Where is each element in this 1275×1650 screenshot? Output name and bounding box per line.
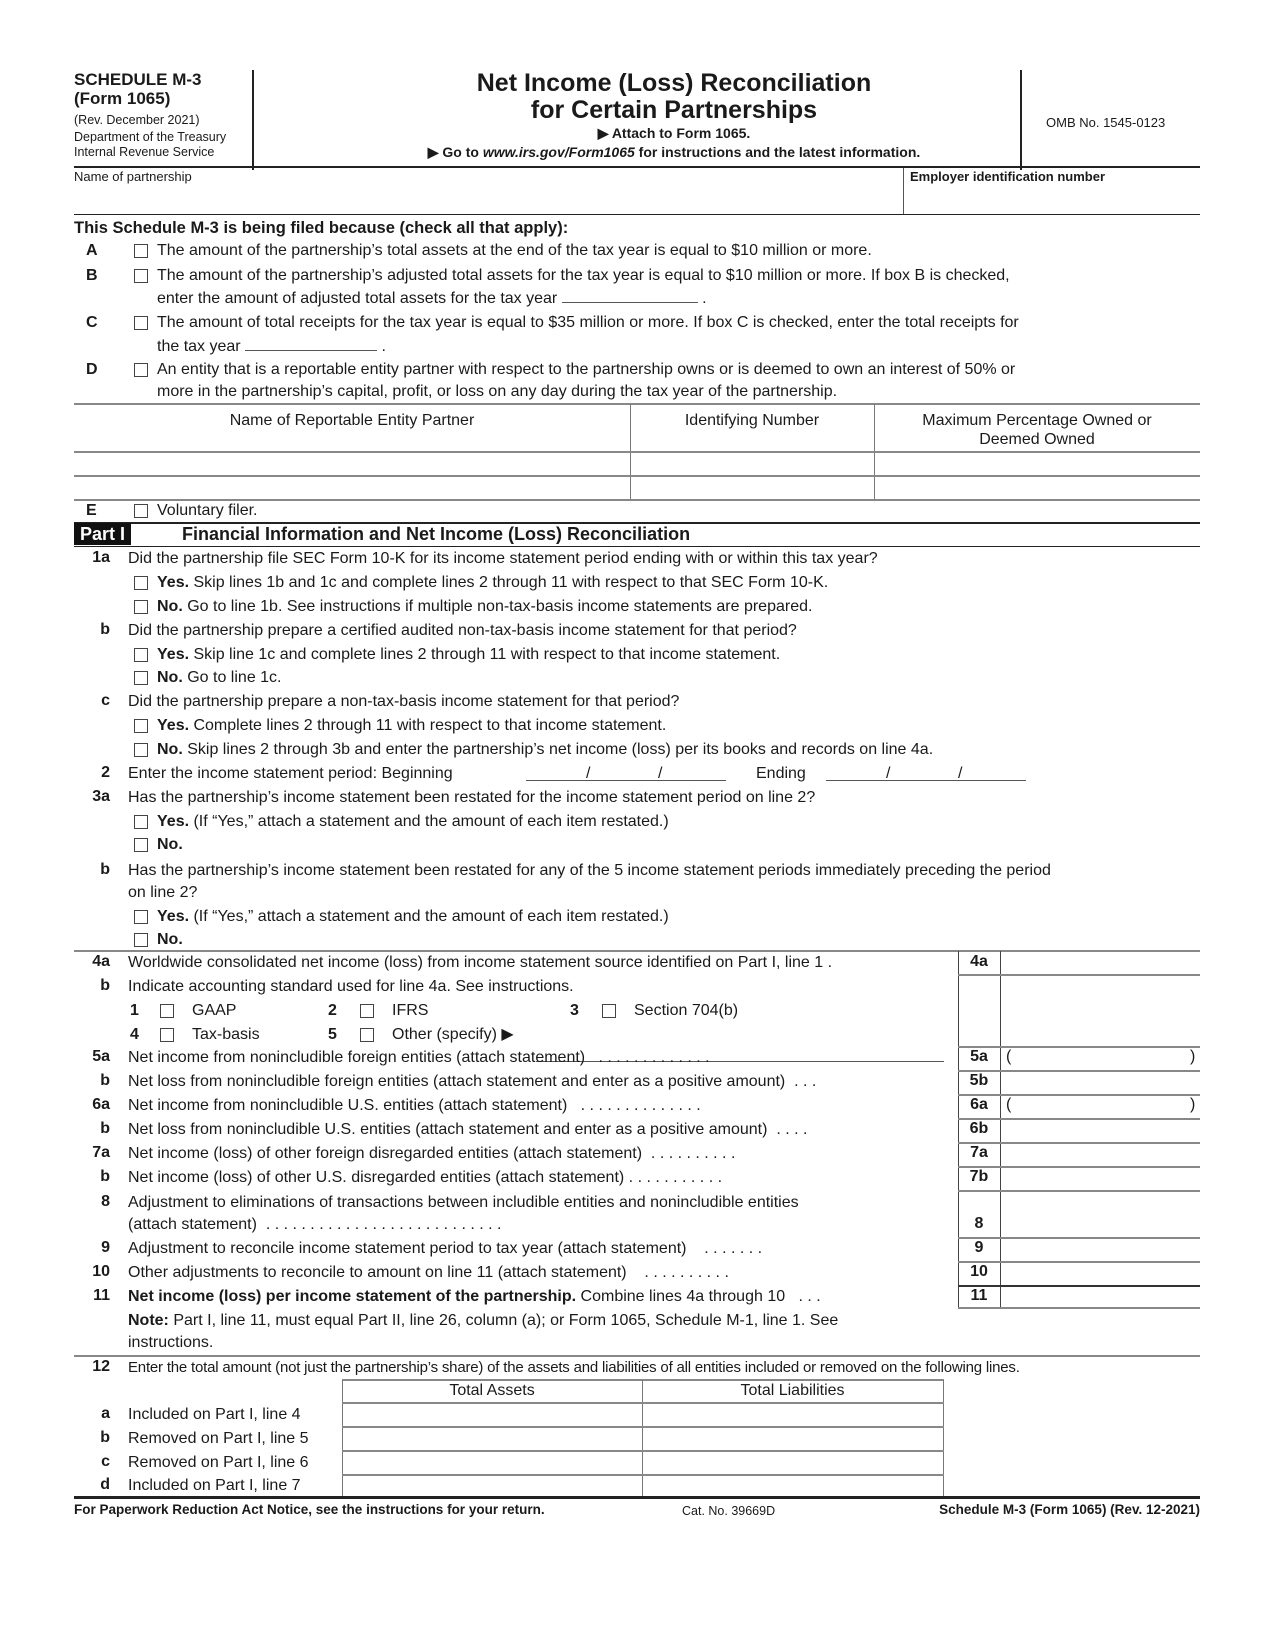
partner-2-name-input[interactable] [78,478,630,500]
standard-2-number: 2 [328,1002,337,1019]
voluntary-filer-text: Voluntary filer. [157,502,258,519]
line-12-top-rule [74,1355,1200,1357]
line-12a-liabilities-input[interactable] [646,1405,942,1427]
part1-tag: Part I [74,523,131,545]
line-6a-desc: Net income from nonincludible U.S. entities (attach statement) [128,1097,568,1114]
box-10-label: 10 [970,1263,988,1280]
standard-5-number: 5 [328,1026,337,1043]
line-10-amount-input[interactable] [1004,1264,1200,1286]
standard-1-number: 1 [130,1002,139,1019]
line-8-text2 [128,1215,501,1235]
line-3b-yes-text [157,907,669,927]
l12b-bottom [342,1450,944,1452]
line-7a-text [128,1144,735,1164]
line-8-text1: Adjustment to eliminations of transactions between includible entities and nonincludible entities [128,1194,799,1211]
line-1c-no-checkbox[interactable] [134,743,148,757]
leader-dots: . . . [798,1288,821,1305]
line-11-number: 11 [93,1287,110,1304]
section-704b-checkbox[interactable] [602,1004,616,1018]
reason-a-text: The amount of the partnership’s total assets at the end of the tax year is equal to $10 million or more. [157,242,872,259]
line-12b-assets-input[interactable] [346,1429,642,1451]
gaap-label: GAAP [192,1002,237,1019]
irs-url-link[interactable]: www.irs.gov/Form1065 [482,144,635,160]
partner-row-2-top [74,475,1200,477]
section-704b-label: Section 704(b) [634,1002,739,1019]
line-6b-number: b [100,1120,110,1137]
ein-divider [903,168,904,214]
paren-close: ) [1190,1096,1196,1113]
line-1b-number: b [100,621,110,638]
line-3a-no-checkbox[interactable] [134,838,148,852]
other-standard-checkbox[interactable] [360,1028,374,1042]
partner-col-pct [874,411,1200,449]
form-id-block [74,70,254,170]
leader-dots: . . . . . . . [704,1240,763,1257]
note-line1 [128,1311,838,1331]
line-6b-text [128,1120,807,1140]
line-3b-question-line2: on line 2? [128,884,198,901]
leader-dots: . . . [794,1073,817,1090]
box-6b-label: 6b [969,1120,989,1137]
line-8-desc: (attach statement) [128,1216,257,1233]
partner-col-name: Name of Reportable Entity Partner [229,412,475,429]
line-1a-no-text [157,597,812,617]
line-1c-yes-checkbox[interactable] [134,719,148,733]
line-12-number: 12 [92,1358,110,1375]
partner-table-top [74,403,1200,405]
line-12c-assets-input[interactable] [346,1453,642,1475]
line-12d-liabilities-input[interactable] [646,1476,942,1498]
reason-b-text1: The amount of the partnership’s adjusted total assets for the tax year is equal to $10 million or more. If box B is checked, [157,267,1010,284]
reason-c-text2: the tax year . [157,338,386,355]
line-12d-letter: d [100,1476,110,1493]
line-9-desc: Adjustment to reconcile income statement period to tax year (attach statement) [128,1240,687,1257]
line-12b-letter: b [100,1429,110,1446]
line-1b-no-text [157,668,282,688]
note-label: Note: [128,1312,169,1329]
no-label: No. [157,741,183,758]
no-label: No. [157,598,183,615]
revision-date: (Rev. December 2021) [74,113,200,127]
l12a-bottom [342,1426,944,1428]
line-8-number: 8 [101,1193,110,1210]
no-instruction: Go to line 1b. See instructions if multiple non-tax-basis income statements are prepared. [182,598,813,615]
line-7b-desc: Net income (loss) of other U.S. disregarded entities (attach statement) [128,1169,625,1186]
reason-d-checkbox[interactable] [134,363,148,377]
part1-title-rule [74,546,1200,547]
paren-open: ( [1006,1048,1012,1065]
box-7b-bottom [958,1190,1200,1192]
goto-suffix: for instructions and the latest information. [634,144,921,160]
period-end-sep2: / [958,765,963,782]
line-3b-question-line1: Has the partnership’s income statement been restated for any of the 5 income statement periods immediately preceding the period [128,862,1051,879]
voluntary-filer-checkbox[interactable] [134,504,148,518]
yes-instruction: Complete lines 2 through 11 with respect to that income statement. [189,717,667,734]
box-7b-label: 7b [969,1168,989,1185]
box-6a-label: 6a [970,1096,988,1113]
partner-col-id: Identifying Number [684,412,820,429]
line-7b-amount-input[interactable] [1004,1169,1200,1191]
partner-2-pct-input[interactable] [878,478,1200,500]
reason-d-letter: D [86,361,98,378]
line-1a-yes-checkbox[interactable] [134,576,148,590]
reason-a-letter: A [86,242,98,259]
line-5a-number: 5a [92,1048,110,1065]
period-begin-input[interactable] [526,780,726,781]
line-6a-number: 6a [92,1096,110,1113]
reason-c-prompt: the tax year [157,338,241,355]
l12-col-right [943,1380,944,1496]
line-12d-label: Included on Part I, line 7 [128,1477,301,1494]
line-7a-number: 7a [92,1144,110,1161]
line-5b-amount-input[interactable] [1004,1073,1200,1095]
line-11-desc: Combine lines 4a through 10 [576,1288,786,1305]
header-divider [74,166,1200,168]
reason-b-prompt: enter the amount of adjusted total assets for the tax year [157,290,558,307]
yes-instruction: Skip lines 1b and 1c and complete lines 2 through 11 with respect to that SEC Form 10-K. [189,574,829,591]
line-7b-text [128,1168,722,1188]
ifrs-checkbox[interactable] [360,1004,374,1018]
line-11-text [128,1287,821,1307]
line-4b-number: b [100,977,110,994]
reason-a-checkbox[interactable] [134,244,148,258]
reason-b-letter: B [86,267,98,284]
yes-label: Yes. [157,646,190,663]
identity-divider [74,214,1200,215]
leader-dots: . . . . . . . . . . [644,1264,729,1281]
line-8-amount-input[interactable] [1004,1216,1200,1238]
line-6b-desc: Net loss from nonincludible U.S. entities (attach statement and enter as a positive amount) [128,1121,768,1138]
line-12c-letter: c [101,1453,110,1470]
leader-dots: . . . . . . . . . . . [628,1169,723,1186]
line-4a-number: 4a [92,953,110,970]
period-begin-sep1: / [586,765,591,782]
box-4a-label: 4a [970,953,988,970]
line-10-number: 10 [92,1263,110,1280]
footer-form-id: Schedule M-3 (Form 1065) (Rev. 12-2021) [939,1502,1200,1517]
line-12a-label: Included on Part I, line 4 [128,1406,301,1423]
line-12b-liabilities-input[interactable] [646,1429,942,1451]
partner-1-pct-input[interactable] [878,454,1200,476]
leader-dots: . . . . [776,1121,808,1138]
no-label: No. [157,931,183,948]
box-11-label: 11 [970,1287,988,1304]
line-6a-amount-input[interactable] [1016,1097,1190,1119]
line-1b-no-checkbox[interactable] [134,671,148,685]
line-12d-assets-input[interactable] [346,1476,642,1498]
partner-2-id-input[interactable] [634,478,874,500]
yes-label: Yes. [157,813,190,830]
part1-title: Financial Information and Net Income (Loss) Reconciliation [182,524,691,544]
partnership-name-input[interactable] [74,188,898,214]
partner-row-1-top [74,451,1200,453]
no-label: No. [157,836,183,853]
line-1c-question: Did the partnership prepare a non-tax-basis income statement for that period? [128,693,680,710]
yes-instruction: Skip line 1c and complete lines 2 through 11 with respect to that income statement. [189,646,781,663]
line-3b-yes-checkbox[interactable] [134,910,148,924]
line-12-text: Enter the total amount (not just the partnership’s share) of the assets and liabilities of all entities included or removed on the following lines. [128,1359,1020,1376]
box-7a-label: 7a [970,1144,988,1161]
leader-dots: . . . . . . . . . . . . . . [580,1097,701,1114]
line-3a-yes-checkbox[interactable] [134,815,148,829]
line-5b-number: b [100,1072,110,1089]
line-4a-amount-input[interactable] [1004,953,1200,975]
reason-c-text1: The amount of total receipts for the tax year is equal to $35 million or more. If box C is checked, enter the total receipts for [157,314,1019,331]
l12-header-bottom [342,1402,944,1404]
note-text: Part I, line 11, must equal Part II, line 26, column (a); or Form 1065, Schedule M-1, line 1. See [168,1312,839,1329]
gaap-checkbox[interactable] [160,1004,174,1018]
department: Department of the Treasury [74,130,227,144]
yes-instruction: (If “Yes,” attach a statement and the amount of each item restated.) [189,908,669,925]
line-1a-question: Did the partnership file SEC Form 10-K for its income statement period ending with or within this tax year? [128,550,878,567]
line-1b-yes-checkbox[interactable] [134,648,148,662]
line-12a-letter: a [101,1405,110,1422]
line-3a-yes-text [157,812,669,832]
line-3a-number: 3a [92,788,110,805]
box-column-divider [1000,951,1001,1307]
total-receipts-input[interactable] [245,336,377,351]
standard-3-number: 3 [570,1002,579,1019]
period-end-sep1: / [886,765,891,782]
reason-b-text2: enter the amount of adjusted total assets for the tax year . [157,290,707,307]
box-4a-bottom [958,974,1200,976]
line-2-number: 2 [101,764,110,781]
line-9-number: 9 [101,1239,110,1256]
line-11-bold: Net income (loss) per income statement of the partnership. [128,1288,577,1305]
line-1a-no-checkbox[interactable] [134,600,148,614]
attach-instruction: ▶ Attach to Form 1065. [597,125,751,141]
line-1c-number: c [101,692,110,709]
form-title-line2: for Certain Partnerships [530,96,818,124]
filing-reasons-heading: This Schedule M-3 is being filed because (check all that apply): [74,219,569,237]
adjusted-assets-input[interactable] [562,288,698,303]
reason-b-checkbox[interactable] [134,269,148,283]
line-9-amount-input[interactable] [1004,1240,1200,1262]
line-5a-text [128,1048,710,1068]
line-7b-number: b [100,1168,110,1185]
reason-d-text1: An entity that is a reportable entity partner with respect to the partnership owns or is deemed to own an interest of 50% or [157,361,1016,378]
line-3b-no-checkbox[interactable] [134,933,148,947]
standard-4-number: 4 [130,1026,139,1043]
other-standard-label: Other (specify) ▶ [392,1026,514,1043]
omb-block [1020,70,1202,170]
ein-input[interactable] [910,188,1200,214]
line-5a-desc: Net income from nonincludible foreign entities (attach statement) [128,1049,586,1066]
line-3b-number: b [100,861,110,878]
line-3a-no-text [157,835,183,855]
box-5a-label: 5a [970,1048,988,1065]
tax-basis-checkbox[interactable] [160,1028,174,1042]
agency: Internal Revenue Service [74,145,215,159]
ifrs-label: IFRS [392,1002,429,1019]
line-12c-liabilities-input[interactable] [646,1453,942,1475]
goto-instruction [254,143,1094,162]
yes-instruction: (If “Yes,” attach a statement and the amount of each item restated.) [189,813,669,830]
line-7a-amount-input[interactable] [1004,1145,1200,1167]
reason-c-checkbox[interactable] [134,316,148,330]
paperwork-notice: For Paperwork Reduction Act Notice, see the instructions for your return. [74,1502,545,1517]
reason-c-letter: C [86,314,98,331]
total-liabilities-header: Total Liabilities [740,1382,845,1399]
line-12a-assets-input[interactable] [346,1405,642,1427]
line-10-text [128,1263,729,1283]
leader-dots: . . . . . . . . . . [650,1145,736,1162]
yes-label: Yes. [157,908,190,925]
no-instruction: Skip lines 2 through 3b and enter the partnership’s net income (loss) per its books and records on line 4a. [182,741,934,758]
line-1b-yes-text [157,645,780,665]
period-begin-sep2: / [658,765,663,782]
partner-1-name-input[interactable] [78,454,630,476]
line-2-text: Enter the income statement period: Beginning [128,765,453,782]
paren-open: ( [1006,1096,1012,1113]
yes-label: Yes. [157,574,190,591]
line-4a-text: Worldwide consolidated net income (loss) from income statement source identified on Part I, line 1 . [128,954,833,971]
line-1c-yes-text [157,716,666,736]
line-3a-question: Has the partnership’s income statement been restated for the income statement period on line 2? [128,789,816,806]
line-9-text [128,1239,762,1259]
form-title-block [254,70,1094,170]
line-5b-desc: Net loss from nonincludible foreign entities (attach statement and enter as a positive amount) [128,1073,786,1090]
form-number: (Form 1065) [74,89,171,108]
form-title-line1: Net Income (Loss) Reconciliation [476,69,872,97]
goto-prefix: ▶ Go to [427,144,483,160]
no-label: No. [157,669,183,686]
partner-col-pct-line2: Deemed Owned [979,431,1095,448]
line-5a-amount-input[interactable] [1016,1049,1190,1071]
line-7a-desc: Net income (loss) of other foreign disregarded entities (attach statement) [128,1145,643,1162]
line-2-ending-label: Ending [756,765,806,782]
line-12b-label: Removed on Part I, line 5 [128,1430,309,1447]
line-6b-amount-input[interactable] [1004,1121,1200,1143]
omb-number: OMB No. 1545-0123 [1046,115,1166,130]
footer-rule [74,1496,1200,1499]
line-1b-question: Did the partnership prepare a certified audited non-tax-basis income statement for that period? [128,622,797,639]
box-11-bottom [958,1307,1200,1309]
paren-close: ) [1190,1048,1196,1065]
total-assets-header: Total Assets [449,1382,535,1399]
box-9-label: 9 [974,1239,984,1256]
leader-dots: . . . . . . . . . . . . . . . . . . . . . . . . . . . [265,1216,502,1233]
schedule-name: SCHEDULE M-3 [74,70,202,89]
no-instruction: Go to line 1c. [182,669,282,686]
line-1a-yes-text [157,573,828,593]
partner-col-pct-line1: Maximum Percentage Owned or [922,412,1152,429]
lines-4-section-rule [74,950,1200,952]
reason-e-letter: E [86,502,97,519]
catalog-number: Cat. No. 39669D [682,1504,776,1518]
ein-label: Employer identification number [910,169,1106,184]
line-1a-number: 1a [92,549,110,566]
line-12c-label: Removed on Part I, line 6 [128,1454,309,1471]
reason-d-text2: more in the partnership’s capital, profit, or loss on any day during the tax year of the partnership. [157,383,838,400]
partner-1-id-input[interactable] [634,454,874,476]
line-5b-text [128,1072,816,1092]
line-6a-text [128,1096,701,1116]
partnership-name-label: Name of partnership [74,169,192,184]
box-8-label: 8 [974,1215,984,1232]
line-1c-no-text [157,740,933,760]
line-3b-no-text [157,930,183,950]
line-4b-text: Indicate accounting standard used for line 4a. See instructions. [128,978,574,995]
tax-basis-label: Tax-basis [192,1026,260,1043]
line-10-desc: Other adjustments to reconcile to amount on line 11 (attach statement) [128,1264,627,1281]
note-line2: instructions. [128,1334,214,1351]
leader-dots: . . . . . . . . . . . . . [598,1049,710,1066]
yes-label: Yes. [157,717,190,734]
box-5b-label: 5b [969,1072,989,1089]
period-end-input[interactable] [826,780,1026,781]
